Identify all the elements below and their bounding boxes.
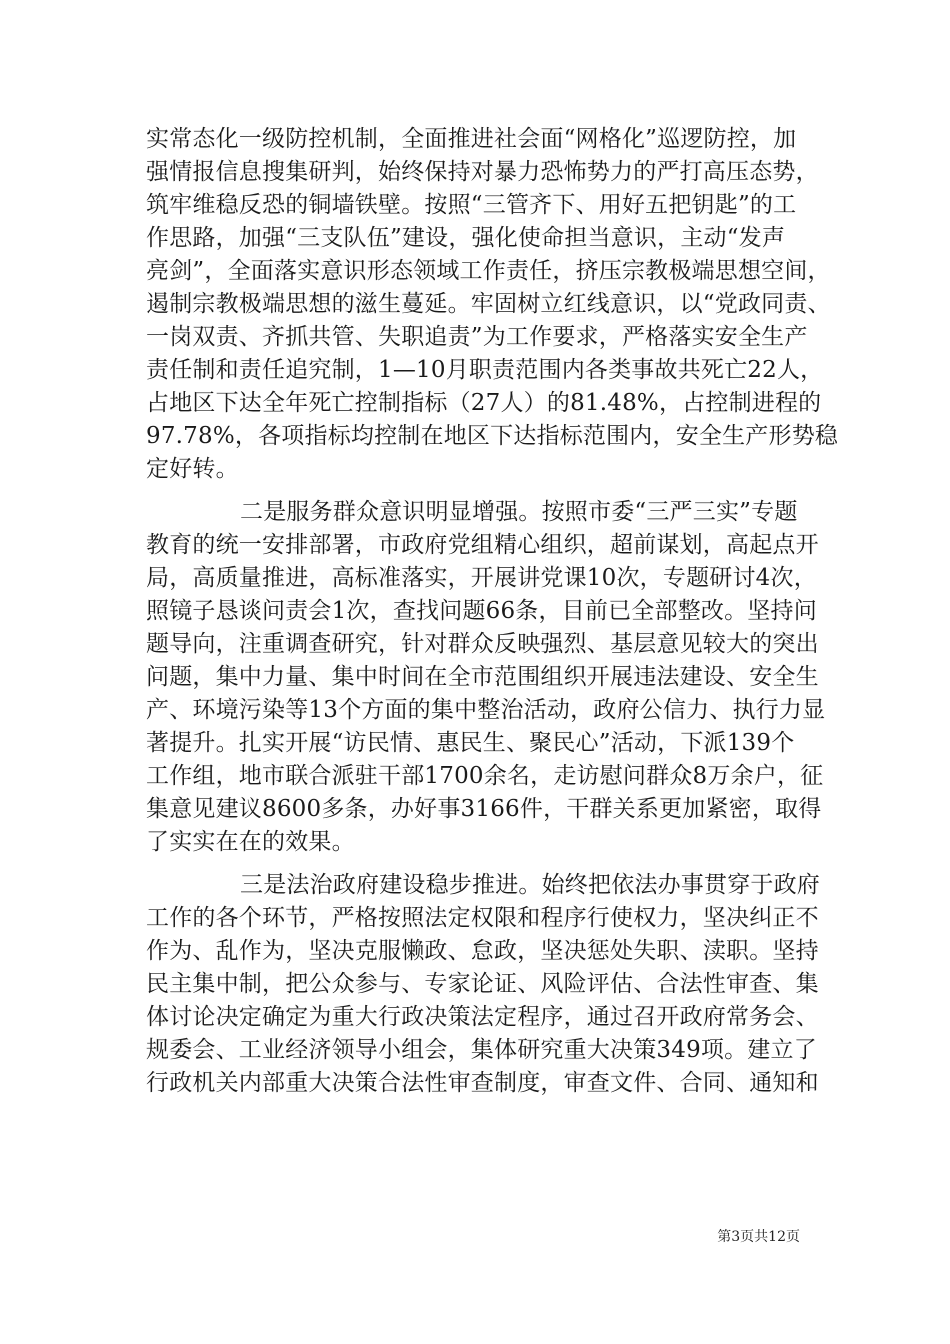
text-line: 体讨论决定确定为重大行政决策法定程序，通过召开政府常务会、 [146, 1004, 819, 1030]
text-line: 照镜子恳谈问责会1次，查找问题66条，目前已全部整改。坚持问 [146, 598, 817, 624]
text-line: 产、环境污染等13个方面的集中整治活动，政府公信力、执行力显 [146, 697, 826, 723]
text-line: 一岗双责、齐抓共管、失职追责”为工作要求，严格落实安全生产 [146, 324, 808, 350]
text-line: 题导向，注重调查研究，针对群众反映强烈、基层意见较大的突出 [146, 631, 819, 657]
text-line: 亮剑”，全面落实意识形态领域工作责任，挤压宗教极端思想空间， [146, 258, 831, 284]
text-line: 问题，集中力量、集中时间在全市范围组织开展违法建设、安全生 [146, 664, 819, 690]
paragraph-heading-line: 二是服务群众意识明显增强。按照市委“三严三实”专题 [240, 499, 798, 525]
text-line: 遏制宗教极端思想的滋生蔓延。牢固树立红线意识，以“党政同责、 [146, 291, 831, 317]
text-line: 定好转。 [146, 456, 239, 482]
text-line: 97.78%，各项指标均控制在地区下达指标范围内，安全生产形势稳 [146, 423, 839, 449]
text-line: 筑牢维稳反恐的铜墙铁壁。按照“三管齐下、用好五把钥匙”的工 [146, 192, 797, 218]
text-line: 占地区下达全年死亡控制指标（27人）的81.48%，占控制进程的 [146, 390, 822, 416]
text-line: 教育的统一安排部署，市政府党组精心组织，超前谋划，高起点开 [146, 532, 819, 558]
text-line: 强情报信息搜集研判，始终保持对暴力恐怖势力的严打高压态势， [146, 159, 819, 185]
text-line: 工作的各个环节，严格按照法定权限和程序行使权力，坚决纠正不 [146, 905, 819, 931]
paragraph-heading-line: 三是法治政府建设稳步推进。始终把依法办事贯穿于政府 [240, 872, 820, 898]
text-line: 局，高质量推进，高标准落实，开展讲党课10次，专题研讨4次， [146, 565, 817, 591]
text-line: 规委会、工业经济领导小组会，集体研究重大决策349项。建立了 [146, 1037, 817, 1063]
text-line: 民主集中制，把公众参与、专家论证、风险评估、合法性审查、集 [146, 971, 819, 997]
text-line: 责任制和责任追究制，1—10月职责范围内各类事故共死亡22人， [146, 357, 824, 383]
text-line: 工作组，地市联合派驻干部1700余名，走访慰问群众8万余户，征 [146, 763, 824, 789]
text-line: 作思路，加强“三支队伍”建设，强化使命担当意识，主动“发声 [146, 225, 786, 251]
text-line: 了实实在在的效果。 [146, 829, 355, 855]
page-number: 第3页共12页 [717, 1229, 800, 1245]
text-line: 著提升。扎实开展“访民情、惠民生、聚民心”活动，下派139个 [146, 730, 795, 756]
text-line: 集意见建议8600多条，办好事3166件，干群关系更加紧密，取得 [146, 796, 822, 822]
text-line: 行政机关内部重大决策合法性审查制度，审查文件、合同、通知和 [146, 1070, 819, 1096]
text-line: 实常态化一级防控机制，全面推进社会面“网格化”巡逻防控，加 [146, 126, 797, 152]
text-line: 作为、乱作为，坚决克服懒政、怠政，坚决惩处失职、渎职。坚持 [146, 938, 819, 964]
